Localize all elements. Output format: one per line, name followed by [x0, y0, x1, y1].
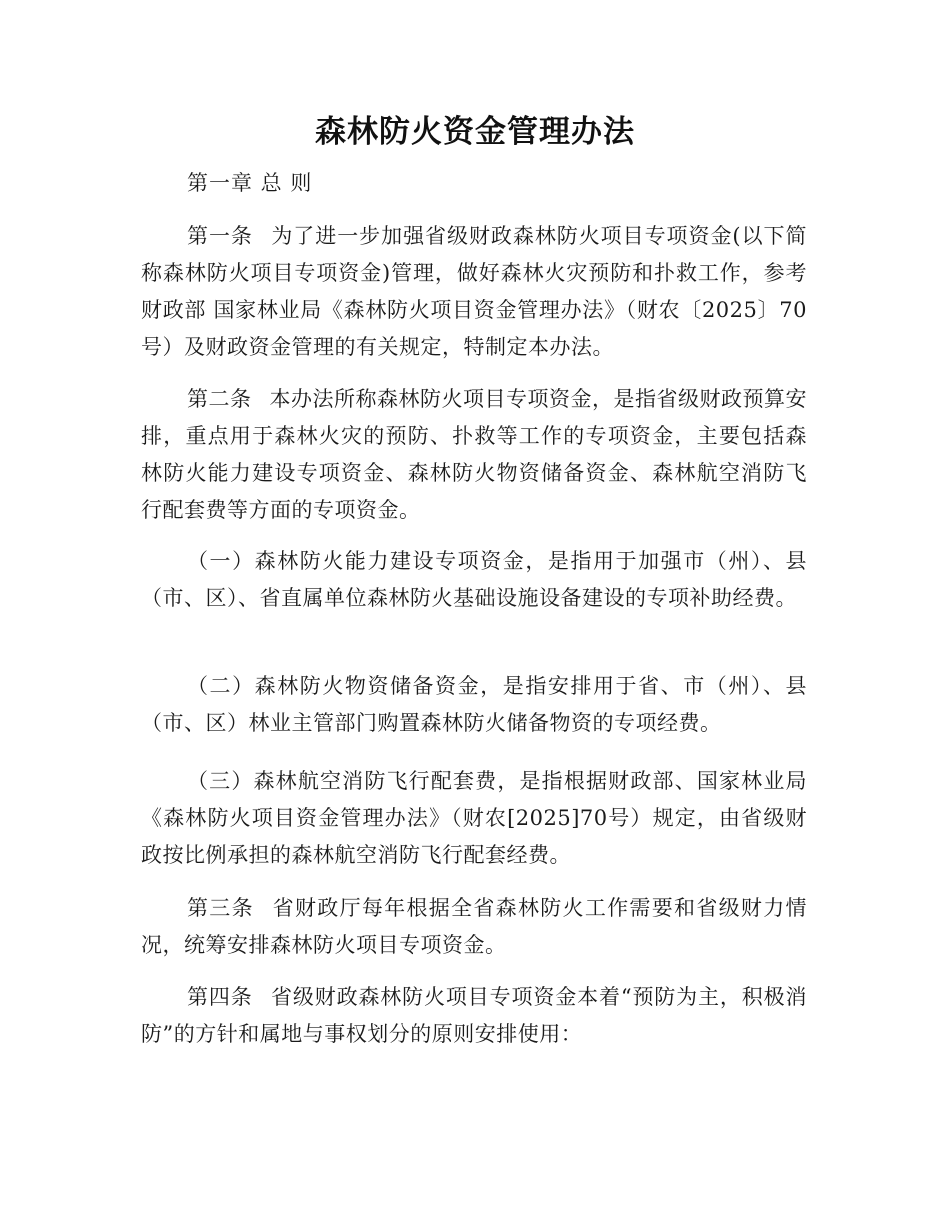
article-text: 省财政厅每年根据全省森林防火工作需要和省级财力情况，统筹安排森林防火项目专项资金。: [141, 896, 807, 957]
article-2: [141, 381, 807, 529]
article-4: [141, 979, 807, 1053]
article-text: 省级财政森林防火项目专项资金本着“预防为主，积极消防”的方针和属地与事权划分的原则安排使用：: [141, 985, 808, 1046]
document-title: 森林防火资金管理办法: [315, 114, 635, 150]
item-text: （二）森林防火物资储备资金，是指安排用于省、市（州）、县（市、区）林业主管部门购置森林防火储备物资的专项经费。: [141, 674, 807, 735]
article-label: 第三条: [187, 896, 254, 920]
chapter-heading: 第一章 总 则: [187, 171, 313, 195]
item-2: [141, 668, 807, 742]
article-text: 为了进一步加强省级财政森林防火项目专项资金(以下简称森林防火项目专项资金)管理，做好森林火灾预防和扑救工作，参考财政部 国家林业局《森林防火项目资金管理办法》（财农〔2025〕70号）及财政资金管理的有关规定，特制定本办法。: [141, 224, 807, 359]
item-3: [141, 763, 807, 874]
article-label: 第四条: [187, 985, 253, 1009]
item-text: （三）森林航空消防飞行配套费，是指根据财政部、国家林业局《森林防火项目资金管理办法》（财农[2025]70号）规定，由省级财政按比例承担的森林航空消防飞行配套经费。: [141, 769, 807, 867]
item-text: （一）森林防火能力建设专项资金，是指用于加强市（州）、县（市、区）、省直属单位森林防火基础设施设备建设的专项补助经费。: [141, 549, 807, 610]
article-label: 第一条: [187, 224, 253, 248]
article-1: [141, 218, 807, 366]
item-1: [141, 543, 807, 617]
article-3: [141, 890, 807, 964]
article-label: 第二条: [187, 387, 252, 411]
article-text: 本办法所称森林防火项目专项资金，是指省级财政预算安排，重点用于森林火灾的预防、扑救等工作的专项资金，主要包括森林防火能力建设专项资金、森林防火物资储备资金、森林航空消防飞行配套费等方面的专项资金。: [141, 387, 807, 522]
